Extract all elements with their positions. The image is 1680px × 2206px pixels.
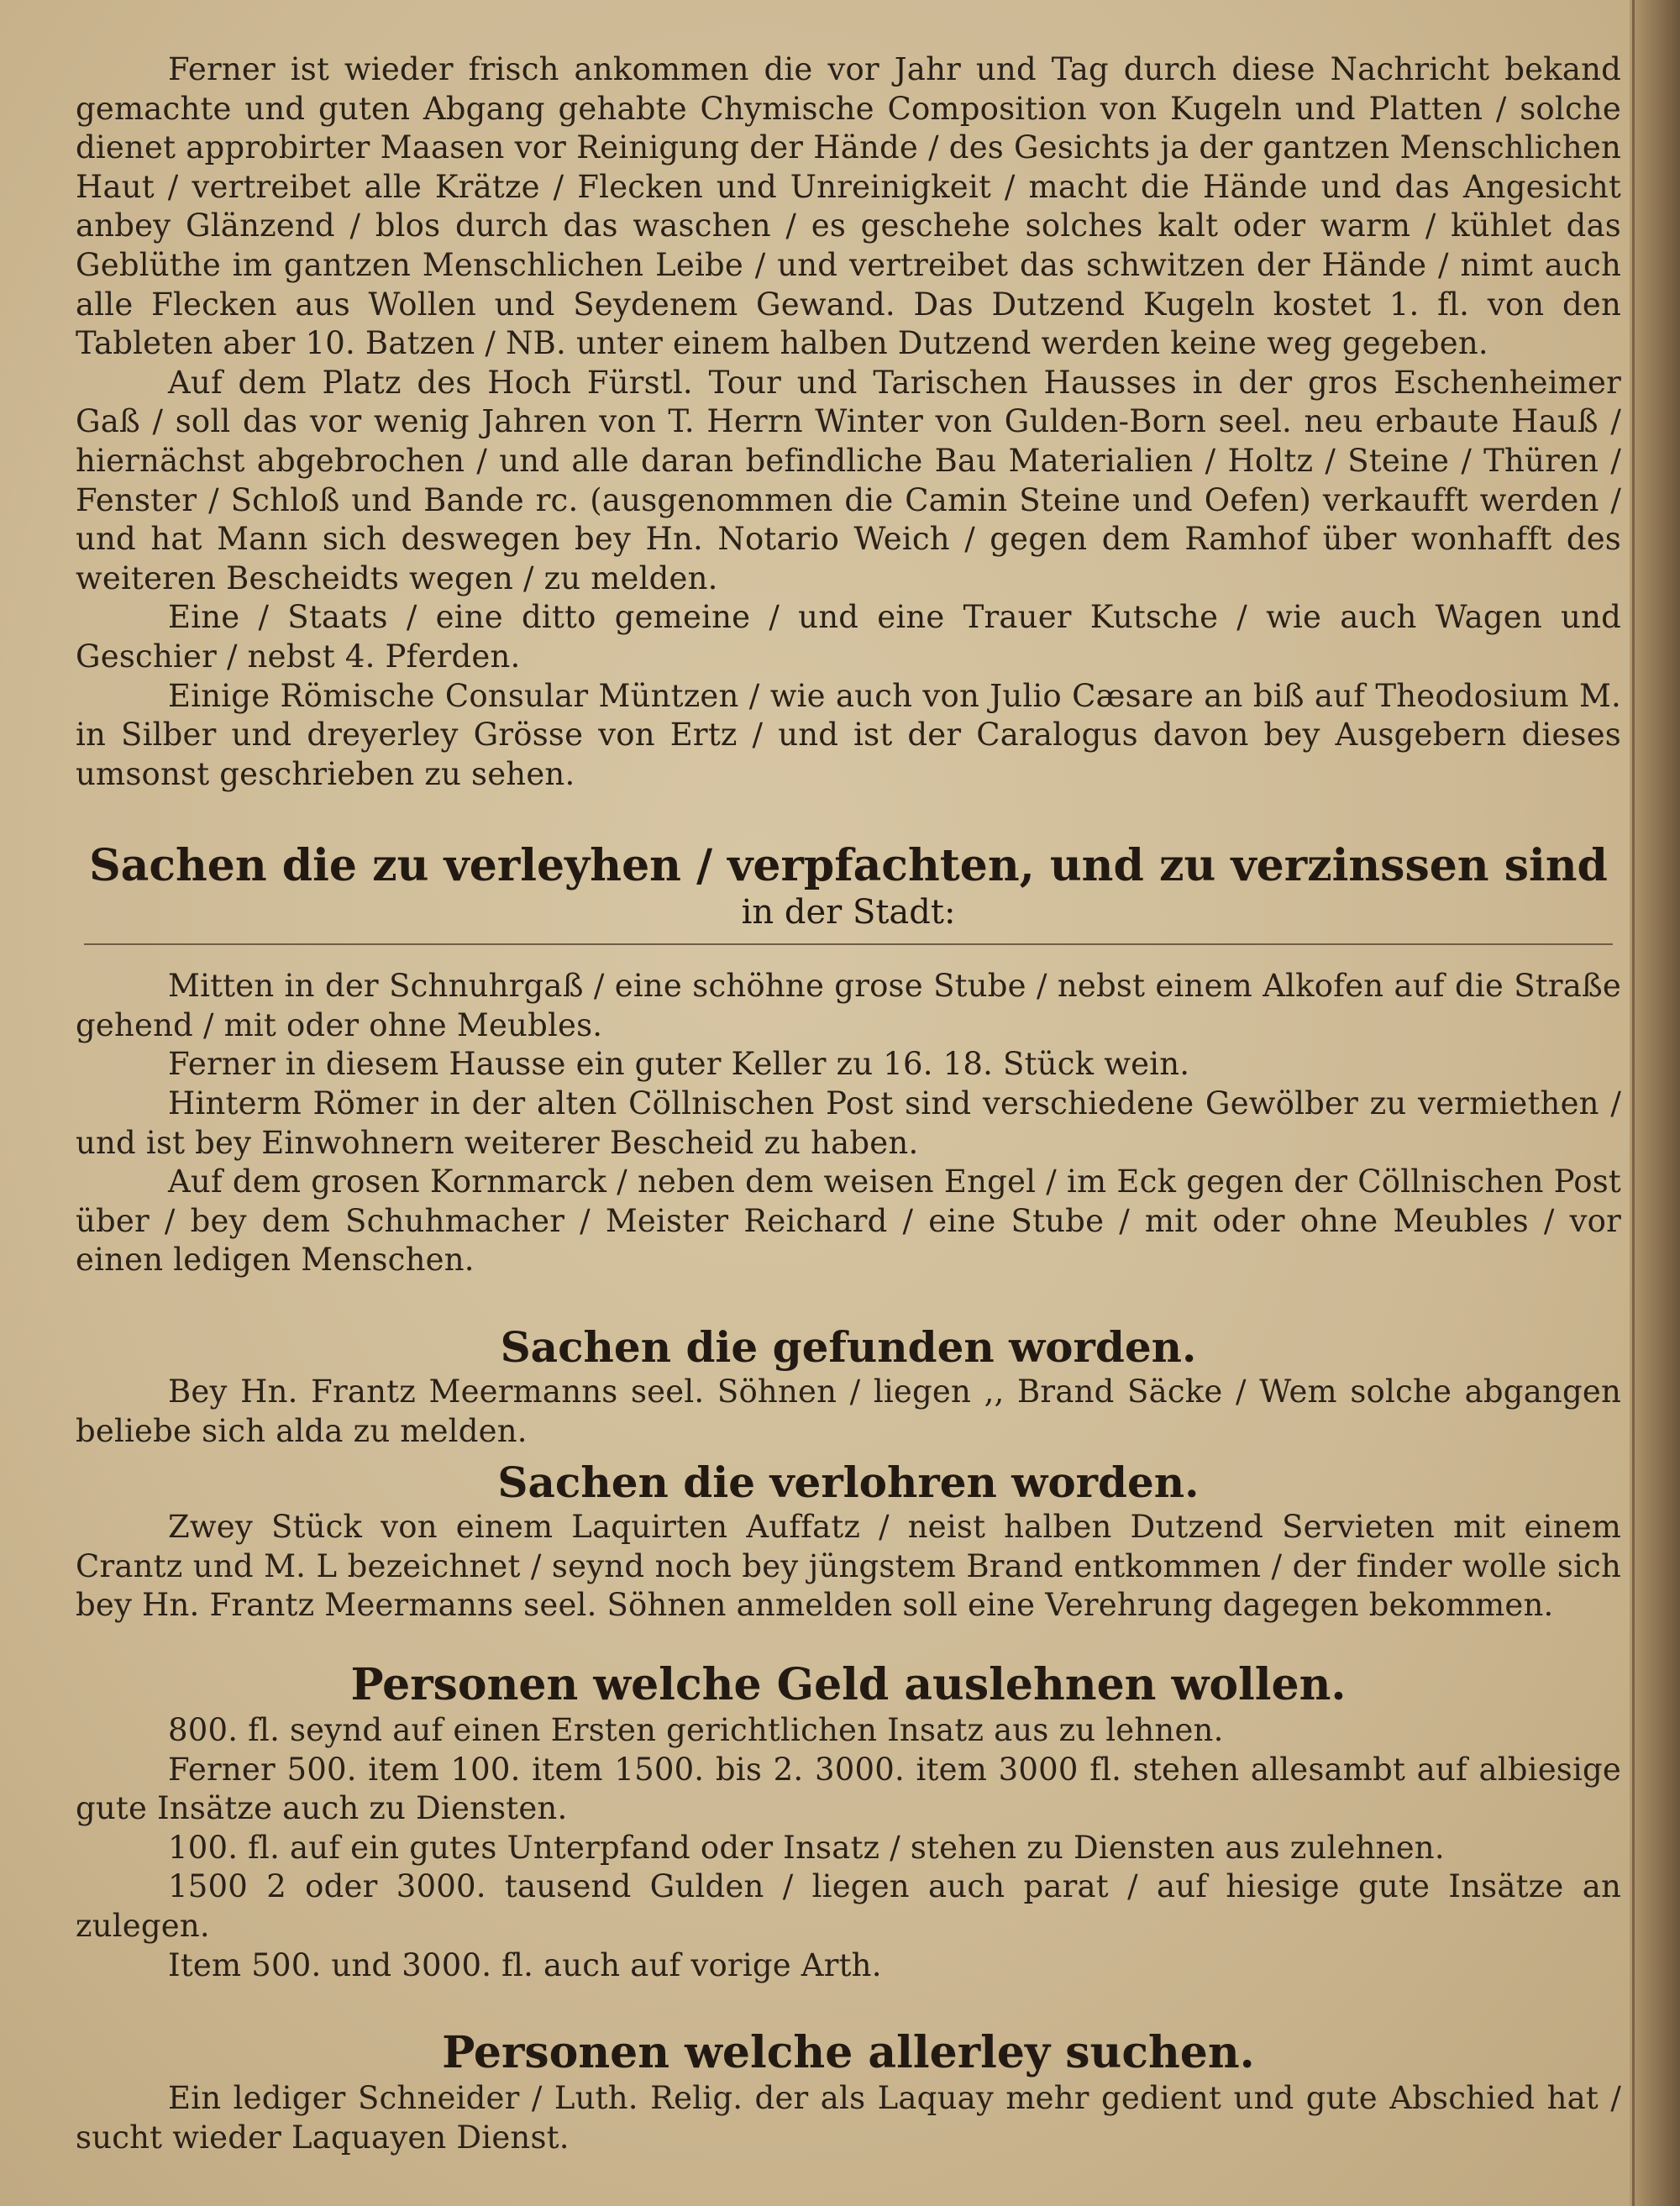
sale-entry-house-materials: Auf dem Platz des Hoch Fürstl. Tour und Tarischen Hausses in der gros Eschenheimer Gaß / soll das vor wenig Jahren von T. Herrn Winter von Gulden-Born seel. neu erbaute Hauß / hiernächst abgebrochen / und alle daran befindliche Bau Materialien / Holtz / Steine / Thüren / Fenster / Schloß und Bande rc. (ausgenommen die Camin Steine und Oefen) verkaufft werden / und hat Mann sich deswegen bey Hn. Notario Weich / gegen dem Ramhof über wonhafft des weiteren Bescheidts wegen / zu melden. xyxy=(76,364,1621,596)
lend-entry-various: Ferner 500. item 100. item 1500. bis 2. 3000. item 3000 fl. stehen allesambt auf albiesige gute Insätze auch zu Diensten. xyxy=(76,1751,1621,1827)
lend-entry-100: 100. fl. auf ein gutes Unterpfand oder Insatz / stehen zu Diensten aus zulehnen. xyxy=(168,1829,1445,1866)
lend-entry-item-500: Item 500. und 3000. fl. auch auf vorige Arth. xyxy=(168,1946,882,1983)
seek-entry-tailor: Ein lediger Schneider / Luth. Relig. der als Laquay mehr gedient und gute Abschied hat / sucht wieder Laquayen Dienst. xyxy=(76,2080,1621,2156)
rent-entry-cellar: Ferner in diesem Hausse ein guter Keller zu 16. 18. Stück wein. xyxy=(168,1046,1190,1083)
seek-section-heading: Personen welche allerley suchen. xyxy=(442,2027,1255,2079)
rent-entry-schnurgasse: Mitten in der Schnuhrgaß / eine schöhne grose Stube / nebst einem Alkofen auf die Straße gehend / mit oder ohne Meubles. xyxy=(76,968,1621,1043)
page-fold-line xyxy=(1632,0,1635,2206)
lend-entry-1500: 1500 2 oder 3000. tausend Gulden / liegen auch parat / auf hiesige gute Insätze an zulegen. xyxy=(76,1868,1621,1944)
book-spine-edge xyxy=(1630,0,1680,2206)
lost-entry-tableware: Zwey Stück von einem Laquirten Auffatz / neist halben Dutzend Servieten mit einem Crantz und M. L bezeichnet / seynd noch bey jüngstem Brand entkommen / der finder wolle sich bey Hn. Frantz Meermanns seel. Söhnen anmelden soll eine Verehrung dagegen bekommen. xyxy=(76,1509,1621,1624)
rent-entry-vaults: Hinterm Römer in der alten Cöllnischen Post sind verschiedene Gewölber zu vermiethen / und ist bey Einwohnern weiterer Bescheid zu haben. xyxy=(76,1085,1621,1161)
found-section-heading: Sachen die gefunden worden. xyxy=(500,1322,1197,1373)
found-entry-sacks: Bey Hn. Frantz Meermanns seel. Söhnen / liegen ,, Brand Säcke / Wem solche abgangen beliebe sich alda zu melden. xyxy=(76,1373,1621,1449)
lost-section-heading: Sachen die verlohren worden. xyxy=(497,1458,1200,1508)
sale-entry-roman-coins: Einige Römische Consular Müntzen / wie auch von Julio Cæsare an biß auf Theodosium M. in Silber und dreyerley Grösse von Ertz / und ist der Caralogus davon bey Ausgebern dieses umsonst geschrieben zu sehen. xyxy=(76,677,1621,792)
lend-section-heading: Personen welche Geld auslehnen wollen. xyxy=(350,1659,1347,1710)
rent-section-subheading: in der Stadt: xyxy=(741,893,956,932)
sale-entry-chemical-soap: Ferner ist wieder frisch ankommen die vor Jahr und Tag durch diese Nachricht bekand gemachte und guten Abgang gehabte Chymische Composition von Kugeln und Platten / solche dienet approbirter Maasen vor Reinigung der Hände / des Gesichts ja der gantzen Menschlichen Haut / vertreibet alle Krätze / Flecken und Unreinigkeit / macht die Hände und das Angesicht anbey Glänzend / blos durch das waschen / es geschehe solches kalt oder warm / kühlet das Geblüthe im gantzen Menschlichen Leibe / und vertreibet das schwitzen der Hände / nimt auch alle Flecken aus Wollen und Seydenem Gewand. Das Dutzend Kugeln kostet 1. fl. von den Tableten aber 10. Batzen / NB. unter einem halben Dutzend werden keine weg gegeben. xyxy=(76,51,1621,362)
rent-entry-kornmarkt: Auf dem grosen Kornmarck / neben dem weisen Engel / im Eck gegen der Cöllnischen Post über / bey dem Schuhmacher / Meister Reichard / eine Stube / mit oder ohne Meubles / vor einen ledigen Menschen. xyxy=(76,1163,1621,1279)
lend-entry-800: 800. fl. seynd auf einen Ersten gerichtlichen Insatz aus zu lehnen. xyxy=(168,1712,1224,1748)
rent-section-heading: Sachen die zu verleyhen / verpfachten, und zu verzinssen sind xyxy=(89,840,1608,892)
text-column xyxy=(76,50,1621,2157)
sale-entry-carriages: Eine / Staats / eine ditto gemeine / und eine Trauer Kutsche / wie auch Wagen und Geschier / nebst 4. Pferden. xyxy=(76,599,1621,675)
